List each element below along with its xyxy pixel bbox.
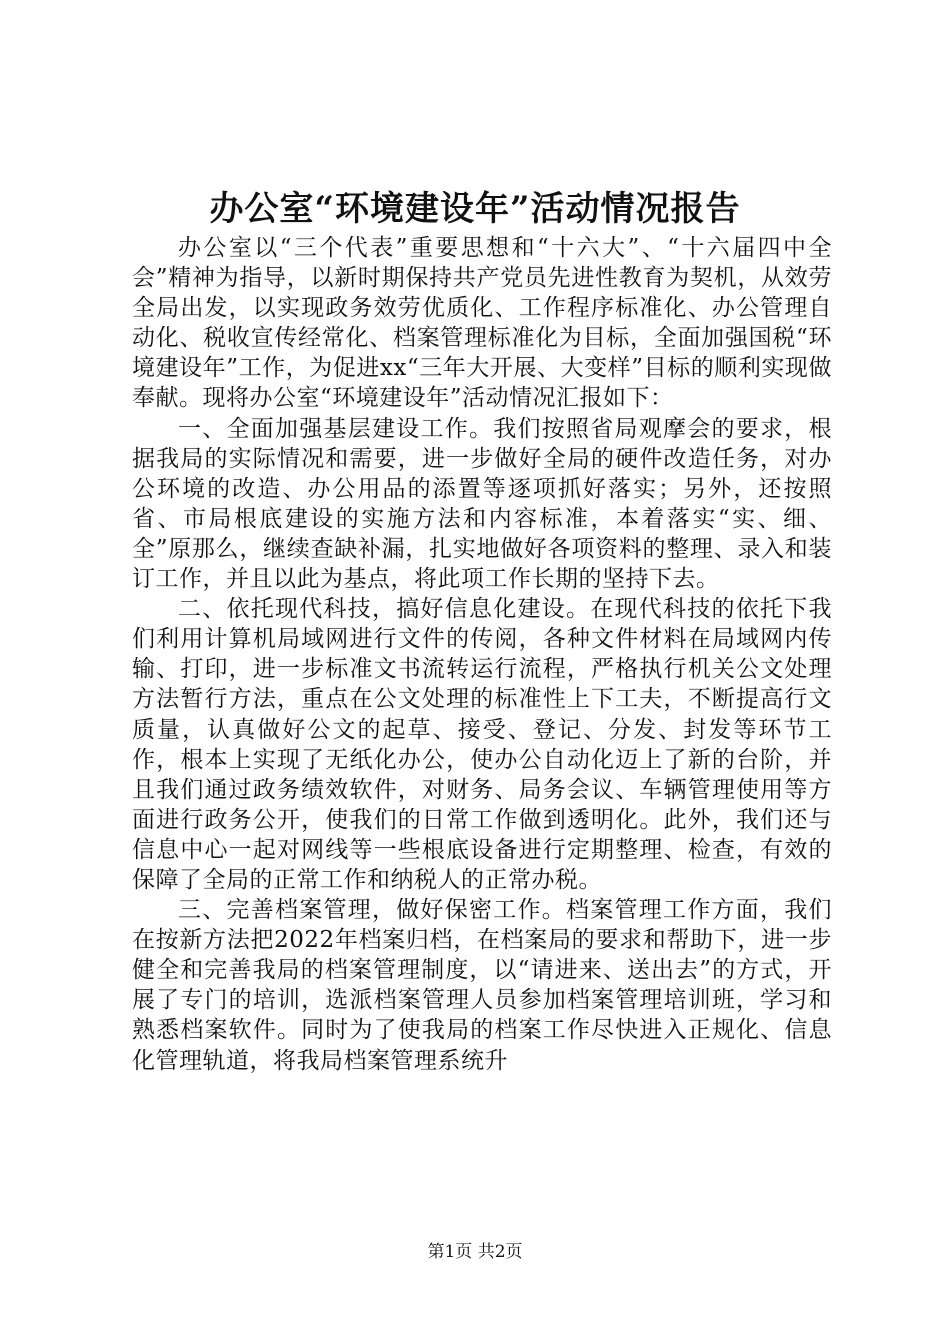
document-body [132, 233, 832, 1076]
paragraph-section-2: 二、依托现代科技，搞好信息化建设。在现代科技的依托下我们利用计算机局域网进行文件的传阅，各种文件材料在局域网内传输、打印，进一步标准文书流转运行流程，严格执行机关公文处理方法暂行方法，重点在公文处理的标准性上下工夫，不断提高行文质量，认真做好公文的起草、接受、登记、分发、封发等环节工作，根本上实现了无纸化办公，使办公自动化迈上了新的台阶，并且我们通过政务绩效软件，对财务、局务会议、车辆管理使用等方面进行政务公开，使我们的日常工作做到透明化。此外，我们还与信息中心一起对网线等一些根底设备进行定期整理、检查，有效的保障了全局的正常工作和纳税人的正常办税。 [132, 596, 832, 893]
page-number-footer: 第1页 共2页 [427, 1242, 523, 1262]
paragraph-section-3: 三、完善档案管理，做好保密工作。档案管理工作方面，我们在按新方法把2022年档案归档，在档案局的要求和帮助下，进一步健全和完善我局的档案管理制度，以“请进来、送出去”的方式，开展了专门的培训，选派档案管理人员参加档案管理培训班，学习和熟悉档案软件。同时为了使我局的档案工作尽快进入正规化、信息化管理轨道，将我局档案管理系统升 [132, 897, 832, 1074]
paragraph-intro: 办公室以“三个代表”重要思想和“十六大”、“十六届四中全会”精神为指导，以新时期保持共产党员先进性教育为契机，从效劳全局出发，以实现政务效劳优质化、工作程序标准化、办公管理自动化、税收宣传经常化、档案管理标准化为目标，全面加强国税“环境建设年”工作，为促进xx“三年大开展、大变样”目标的顺利实现做奉献。现将办公室“环境建设年”活动情况汇报如下： [132, 235, 832, 412]
paragraph-section-1: 一、全面加强基层建设工作。我们按照省局观摩会的要求，根据我局的实际情况和需要，进一步做好全局的硬件改造任务，对办公环境的改造、办公用品的添置等逐项抓好落实；另外，还按照省、市局根底建设的实施方法和内容标准，本着落实“实、细、全”原那么，继续查缺补漏，扎实地做好各项资料的整理、录入和装订工作，并且以此为基点，将此项工作长期的坚持下去。 [132, 415, 832, 593]
document-title: 办公室“环境建设年”活动情况报告 [209, 189, 741, 229]
